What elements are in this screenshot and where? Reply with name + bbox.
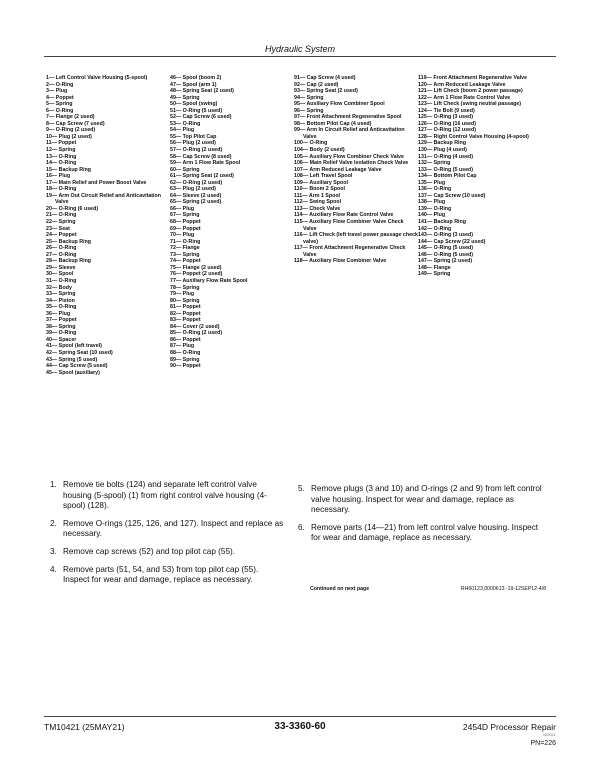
page-code: 33-3360-60 — [274, 721, 326, 732]
part-item: 48— Spring Seat (2 used) — [170, 88, 234, 95]
part-item: 15— Backup Ring — [46, 166, 92, 173]
part-item: 131— O-Ring (4 used) — [418, 153, 474, 160]
part-item: 146— O-Ring (5 used) — [418, 251, 474, 258]
part-item: 136— O-Ring — [418, 186, 452, 193]
part-item: 45— Spool (auxiliary) — [46, 369, 100, 376]
part-item: 41— Spool (left travel) — [46, 343, 102, 350]
part-item: 60— Spring — [170, 166, 200, 173]
part-item: 115— Auxiliary Flow Combiner Valve Check Valve — [294, 219, 404, 232]
part-item: 125— O-Ring (3 used) — [418, 114, 474, 121]
part-item: 145— O-Ring (5 used) — [418, 245, 474, 252]
part-item: 5— Spring — [46, 101, 73, 108]
part-item: 11— Poppet — [46, 140, 77, 147]
part-item: 124— Tie Bolt (9 used) — [418, 107, 475, 114]
part-item: 74— Poppet — [170, 258, 201, 265]
part-item: 43— Spring (5 used) — [46, 356, 98, 363]
step-text: Remove parts (14—21) from left control valve housing. Inspect for wear and damage, replace as necessary. — [311, 522, 539, 543]
part-item: 144— Cap Screw (22 used) — [418, 238, 486, 245]
part-item: 95— Auxiliary Flow Combiner Spool — [294, 101, 385, 108]
part-item: 61— Spring Seat (2 used) — [170, 173, 234, 180]
part-item: 107— Arm Reduced Leakage Valve — [294, 166, 382, 173]
part-item: 33— Spring — [46, 291, 76, 298]
procedure-step — [298, 484, 548, 516]
header-rule — [44, 56, 556, 57]
part-item: 56— Plug (2 used) — [170, 140, 216, 147]
part-item: 85— O-Ring (2 used) — [170, 330, 223, 337]
reference-code: RH60123,0000613 -19-12SEP12-4/8 — [460, 586, 546, 592]
steps-right-column — [298, 484, 548, 551]
part-item: 116— Lift Check (left travel power passage check valve) — [294, 232, 418, 245]
part-item: 22— Spring — [46, 219, 76, 226]
part-item: 53— O-Ring — [170, 120, 201, 127]
part-item: 71— O-Ring — [170, 238, 201, 245]
part-item: 31— O-Ring — [46, 277, 77, 284]
part-item: 117— Front Attachment Regenerative Check Valve — [294, 245, 406, 258]
part-item: 79— Plug — [170, 291, 195, 298]
part-item: 30— Spool — [46, 271, 74, 278]
part-item: 118— Auxiliary Flow Combiner Valve — [294, 258, 387, 265]
part-item: 10— Plug (2 used) — [46, 133, 92, 140]
part-item: 67— Spring — [170, 212, 200, 219]
part-item: 104— Body (2 used) — [294, 147, 345, 154]
part-item: 109— Auxiliary Spool — [294, 179, 348, 186]
part-item: 3— Plug — [46, 88, 68, 95]
part-item: 4— Poppet — [46, 94, 74, 101]
part-item: 106— Main Relief Valve Isolation Check Valve — [294, 160, 409, 167]
part-item: 14— O-Ring — [46, 160, 77, 167]
part-item: 21— O-Ring — [46, 212, 77, 219]
part-item: 2— O-Ring — [46, 81, 74, 88]
part-item: 134— Bottom Pilot Cap — [418, 173, 477, 180]
part-item: 28— Backup Ring — [46, 258, 92, 265]
part-item: 148— Flange — [418, 264, 451, 271]
part-item: 49— Spring — [170, 94, 200, 101]
part-item: 96— Spring — [294, 107, 324, 114]
part-item: 111— Arm 1 Spool — [294, 192, 341, 199]
procedure-step — [50, 480, 286, 512]
part-item: 81— Poppet — [170, 304, 201, 311]
part-item: 94— Spring — [294, 94, 324, 101]
part-item: 6— O-Ring — [46, 107, 74, 114]
part-item: 55— Top Pilot Cap — [170, 133, 217, 140]
part-item: 82— Poppet — [170, 310, 201, 317]
procedure-step — [298, 523, 548, 544]
part-item: 44— Cap Screw (5 used) — [46, 363, 108, 370]
print-date-code: 052021 — [542, 732, 556, 737]
part-item: 19— Arm Out Circuit Relief and Anticavitation Valve — [46, 192, 161, 206]
part-item: 35— O-Ring — [46, 304, 77, 311]
step-number: 4. — [50, 564, 57, 574]
part-item: 36— Plug — [46, 310, 71, 317]
part-item: 133— O-Ring (5 used) — [418, 166, 474, 173]
part-item: 7— Flange (2 used) — [46, 114, 95, 121]
part-item: 83— Poppet — [170, 317, 201, 324]
part-item: 80— Spring — [170, 297, 200, 304]
part-item: 121— Lift Check (boom 2 power passage) — [418, 88, 523, 95]
part-item: 92— Cap (2 used) — [294, 81, 339, 88]
part-item: 57— O-Ring (2 used) — [170, 147, 223, 154]
part-item: 8— Cap Screw (7 used) — [46, 120, 105, 127]
part-item: 86— Poppet — [170, 336, 201, 343]
part-item: 16— Plug — [46, 173, 71, 180]
manual-title: 2454D Processor Repair — [462, 722, 556, 732]
part-item: 27— O-Ring — [46, 251, 77, 258]
part-item: 123— Lift Check (swing neutral passage) — [418, 101, 522, 108]
part-item: 52— Cap Screw (6 used) — [170, 114, 232, 121]
step-text: Remove parts (51, 54, and 53) from top pilot cap (55). Inspect for wear and damage, replace as necessary. — [63, 564, 259, 585]
part-item: 91— Cap Screw (4 used) — [294, 75, 356, 81]
part-item: 99— Arm In Circuit Relief and Anticavitation Valve — [294, 127, 405, 140]
part-item: 12— Spring — [46, 147, 76, 154]
step-number: 6. — [298, 522, 305, 532]
part-item: 50— Spool (swing) — [170, 101, 218, 108]
part-item: 9— O-Ring (2 used) — [46, 127, 96, 134]
procedure-step — [50, 519, 286, 540]
page-number: PN=226 — [530, 740, 556, 747]
part-item: 114— Auxiliary Flow Rate Control Valve — [294, 212, 394, 219]
part-item: 39— O-Ring — [46, 330, 77, 337]
step-text: Remove cap screws (52) and top pilot cap (55). — [63, 546, 236, 556]
part-item: 64— Sleeve (2 used) — [170, 192, 222, 199]
parts-column-2 — [170, 75, 294, 370]
part-item: 143— O-Ring (3 used) — [418, 232, 474, 239]
part-item: 140— Plug — [418, 212, 446, 219]
step-text: Remove plugs (3 and 10) and O-rings (2 and 9) from left control valve housing. Inspect for wear and damage, replace as necessary. — [311, 484, 542, 515]
part-item: 98— Bottom Pilot Cap (4 used) — [294, 120, 372, 127]
part-item: 149— Spring — [418, 271, 451, 278]
part-item: 147— Spring (2 used) — [418, 258, 473, 265]
part-item: 46— Spool (boom 2) — [170, 75, 222, 81]
step-text: Remove O-rings (125, 126, and 127). Inspect and replace as necessary. — [63, 518, 284, 539]
part-item: 137— Cap Screw (10 used) — [418, 192, 486, 199]
procedure-step — [50, 565, 286, 586]
step-number: 5. — [298, 484, 305, 493]
manual-id: TM10421 (25MAY21) — [44, 722, 125, 732]
part-item: 23— Seat — [46, 225, 70, 232]
part-item: 73— Spring — [170, 251, 200, 258]
step-number: 3. — [50, 546, 57, 556]
part-item: 105— Auxiliary Flow Combiner Check Valve — [294, 153, 404, 160]
part-item: 122— Arm 1 Flow Rate Control Valve — [418, 94, 511, 101]
part-item: 113— Check Valve — [294, 205, 341, 212]
part-item: 93— Spring Seat (2 used) — [294, 88, 358, 95]
steps-left-column — [50, 480, 286, 593]
part-item: 112— Swing Spool — [294, 199, 342, 206]
part-item: 138— Plug — [418, 199, 446, 206]
part-item: 141— Backup Ring — [418, 219, 466, 226]
part-item: 70— Plug — [170, 232, 195, 239]
part-item: 17— Main Relief and Power Boost Valve — [46, 179, 147, 186]
part-item: 132— Spring — [418, 160, 451, 167]
part-item: 77— Auxiliary Flow Rate Spool — [170, 277, 248, 284]
part-item: 42— Spring Seat (10 used) — [46, 349, 113, 356]
part-item: 54— Plug — [170, 127, 195, 134]
part-item: 129— Backup Ring — [418, 140, 466, 147]
part-item: 78— Spring — [170, 284, 200, 291]
part-item: 97— Front Attachment Regenerative Spool — [294, 114, 402, 121]
part-item: 128— Right Control Valve Housing (4-spool) — [418, 133, 529, 140]
part-item: 68— Poppet — [170, 219, 201, 226]
part-item: 37— Poppet — [46, 317, 77, 324]
part-item: 51— O-Ring (5 used) — [170, 107, 223, 114]
part-item: 76— Poppet (2 used) — [170, 271, 223, 278]
footer-rule — [44, 716, 556, 717]
step-number: 2. — [50, 518, 57, 528]
procedure-step — [50, 547, 286, 558]
part-item: 135— Plug — [418, 179, 446, 186]
part-item: 58— Cap Screw (8 used) — [170, 153, 232, 160]
parts-column-4 — [418, 75, 558, 278]
parts-column-3 — [294, 75, 418, 265]
part-item: 13— O-Ring — [46, 153, 77, 160]
part-item: 110— Boom 2 Spool — [294, 186, 345, 193]
part-item: 75— Flange (2 used) — [170, 264, 222, 271]
part-item: 66— Plug — [170, 205, 195, 212]
part-item: 69— Poppet — [170, 225, 201, 232]
part-item: 59— Arm 1 Flow Rate Spool — [170, 160, 241, 167]
continued-note: Continued on next page — [310, 586, 370, 592]
part-item: 32— Body — [46, 284, 72, 291]
part-item: 65— Spring (2 used) — [170, 199, 222, 206]
part-item: 127— O-Ring (12 used) — [418, 127, 476, 134]
part-item: 89— Spring — [170, 356, 200, 363]
part-item: 29— Sleeve — [46, 264, 76, 271]
section-title: Hydraulic System — [264, 44, 336, 54]
part-item: 38— Spring — [46, 323, 76, 330]
part-item: 24— Poppet — [46, 232, 77, 239]
part-item: 84— Cover (2 used) — [170, 323, 220, 330]
step-text: Remove tie bolts (124) and separate left control valve housing (5-spool) (1) from right control valve housing (4-spool) (128). — [63, 480, 267, 511]
part-item: 63— Plug (2 used) — [170, 186, 216, 193]
parts-column-1 — [46, 75, 170, 376]
part-item: 26— O-Ring — [46, 245, 77, 252]
part-item: 139— O-Ring — [418, 205, 452, 212]
part-item: 1— Left Control Valve Housing (5-spool) — [46, 75, 148, 81]
part-item: 126— O-Ring (16 used) — [418, 120, 476, 127]
step-number: 1. — [50, 480, 57, 489]
part-item: 34— Piston — [46, 297, 75, 304]
part-item: 100— O-Ring — [294, 140, 328, 147]
part-item: 47— Spool (arm 1) — [170, 81, 217, 88]
part-item: 119— Front Attachment Regenerative Valve — [418, 75, 528, 81]
part-item: 142— O-Ring — [418, 225, 452, 232]
part-item: 120— Arm Reduced Leakage Valve — [418, 81, 506, 88]
part-item: 40— Spacer — [46, 336, 77, 343]
part-item: 72— Flange — [170, 245, 200, 252]
part-item: 18— O-Ring — [46, 186, 77, 193]
part-item: 90— Poppet — [170, 363, 201, 370]
part-item: 20— O-Ring (6 used) — [46, 205, 99, 212]
part-item: 130— Plug (4 used) — [418, 147, 467, 154]
part-item: 25— Backup Ring — [46, 238, 92, 245]
part-item: 87— Plug — [170, 343, 195, 350]
part-item: 88— O-Ring — [170, 349, 201, 356]
part-item: 108— Left Travel Spool — [294, 173, 353, 180]
part-item: 62— O-Ring (2 used) — [170, 179, 223, 186]
